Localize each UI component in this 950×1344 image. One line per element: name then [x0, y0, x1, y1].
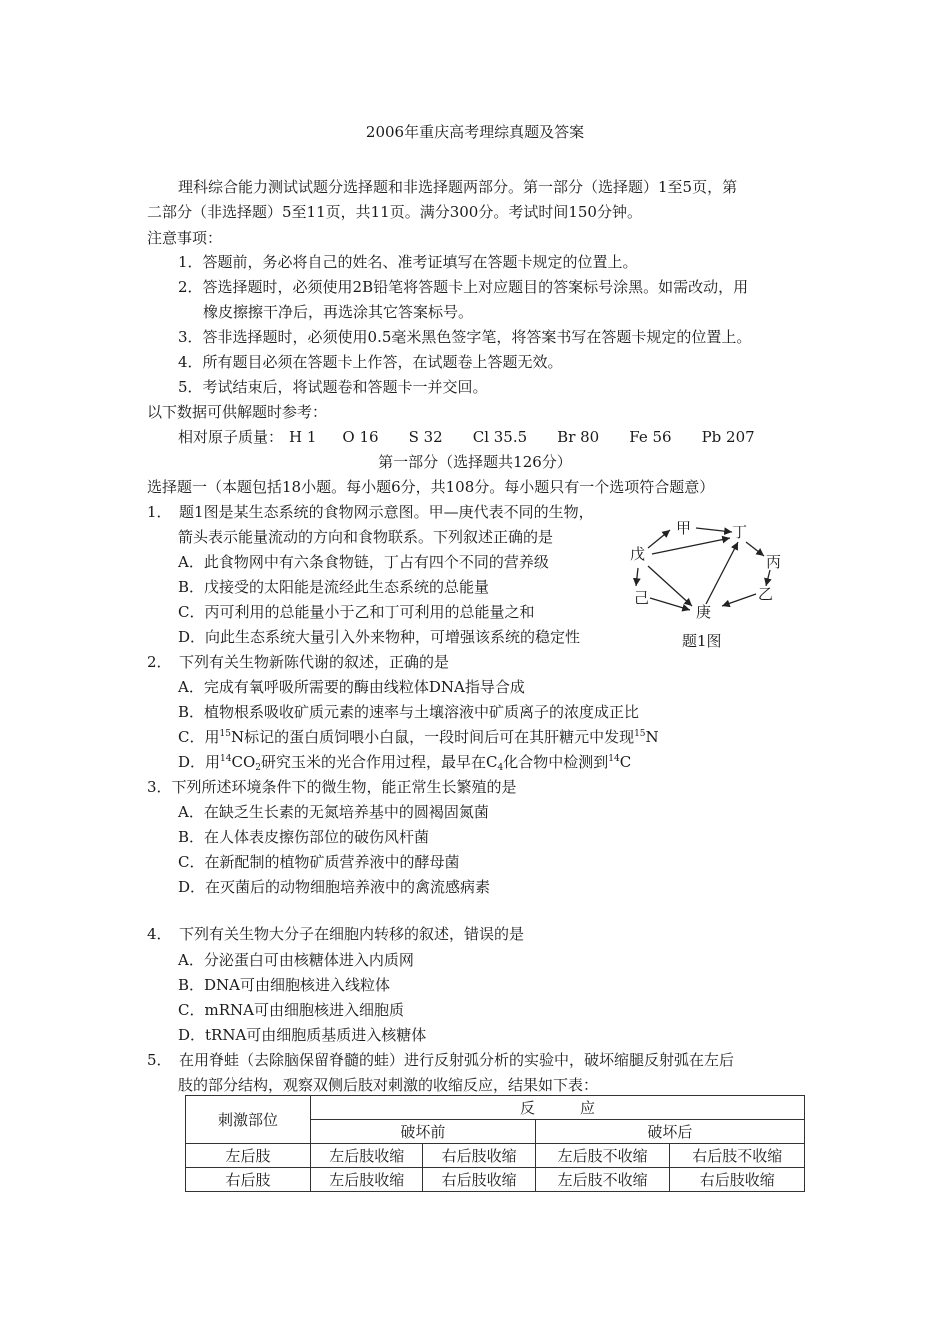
notice-item: 3．答非选择题时，必须使用0.5毫米黑色签字笔，将答案书写在答题卡规定的位置上。: [178, 328, 752, 346]
header-after: 破坏后: [535, 1120, 804, 1144]
edge-wu-ji: [636, 568, 638, 586]
node-bing: 丙: [766, 553, 782, 571]
edge-ding-bing: [746, 542, 764, 556]
table-cell: 右后肢收缩: [423, 1144, 535, 1168]
atomic-mass-item: Fe 56: [629, 428, 672, 446]
q2-option-a: A．完成有氧呼吸所需要的酶由线粒体DNA指导合成: [178, 678, 525, 696]
table-row: [186, 1144, 805, 1168]
atomic-mass-label: 相对原子质量：: [178, 428, 284, 446]
page-title: 2006年重庆高考理综真题及答案: [365, 123, 585, 141]
node-yi: 乙: [758, 585, 774, 603]
reference-heading: 以下数据可供解题时参考：: [147, 403, 328, 421]
atomic-mass-item: Br 80: [557, 428, 600, 446]
atomic-mass-item: O 16: [342, 428, 379, 446]
q4-stem: 4． 下列有关生物大分子在细胞内转移的叙述，错误的是: [147, 925, 525, 943]
q1-stem-1: 1． 题1图是某生态系统的食物网示意图。甲—庚代表不同的生物，: [147, 503, 594, 521]
notice-item: 1．答题前，务必将自己的姓名、准考证填写在答题卡规定的位置上。: [178, 253, 638, 271]
section-intro: 选择题一（本题包括18小题。每小题6分，共108分。每小题只有一个选项符合题意）: [147, 478, 715, 496]
node-wu: 戊: [630, 545, 646, 563]
node-ding: 丁: [732, 523, 748, 541]
reflex-results-table: [185, 1095, 805, 1192]
table-row: [186, 1168, 805, 1192]
q2-d-text: 化合物中检测到: [503, 753, 609, 771]
table-cell: 左后肢收缩: [311, 1144, 423, 1168]
header-response: 反 应: [311, 1096, 805, 1120]
table-cell: 左后肢不收缩: [535, 1168, 670, 1192]
q1-option-b: B．戊接受的太阳能是流经此生态系统的总能量: [178, 578, 490, 596]
edge-wu-jia: [648, 530, 670, 548]
q3-option-c: C．在新配制的植物矿质营养液中的酵母菌: [178, 853, 460, 871]
atomic-mass-item: S 32: [408, 428, 443, 446]
atomic-mass-item: Cl 35.5: [472, 428, 528, 446]
table-cell: 右后肢收缩: [423, 1168, 535, 1192]
q1-stem-2: 箭头表示能量流动的方向和食物联系。下列叙述正确的是: [178, 528, 554, 546]
notice-item: 2．答选择题时，必须使用2B铅笔将答题卡上对应题目的答案标号涂黑。如需改动，用: [178, 278, 749, 296]
q2-c-text: N标记的蛋白质饲喂小白鼠，一段时间后可在其肝糖元中发现: [230, 728, 635, 746]
table-cell: 左后肢不收缩: [535, 1144, 670, 1168]
q2-d-text: 研究玉米的光合作用过程，最早在C: [261, 753, 498, 771]
header-before: 破坏前: [311, 1120, 536, 1144]
q2-c-text: C．用: [178, 728, 220, 746]
q3-option-a: A．在缺乏生长素的无氮培养基中的圆褐固氮菌: [178, 803, 489, 821]
q2-stem: 2． 下列有关生物新陈代谢的叙述，正确的是: [147, 653, 450, 671]
node-ji: 己: [634, 589, 650, 607]
q1-option-a: A．此食物网中有六条食物链，丁占有四个不同的营养级: [178, 553, 549, 571]
q3-option-b: B．在人体表皮擦伤部位的破伤风杆菌: [178, 828, 430, 846]
figure-caption: 题1图: [682, 632, 722, 650]
edge-bing-yi: [766, 570, 770, 586]
q5-stem-2: 肢的部分结构，观察双侧后肢对刺激的收缩反应，结果如下表：: [178, 1076, 599, 1094]
food-web-figure: [626, 512, 791, 652]
atomic-mass-item: H 1: [289, 428, 317, 446]
q2-d-text: CO: [231, 753, 256, 771]
q2-d-text: D．用: [178, 753, 221, 771]
node-jia: 甲: [676, 519, 692, 537]
node-geng: 庚: [696, 603, 712, 621]
notice-heading: 注意事项：: [147, 229, 223, 247]
table-cell: 右后肢收缩: [670, 1168, 805, 1192]
q2-d-sub: 2: [255, 763, 261, 773]
q2-d-text: C: [619, 753, 632, 771]
notice-item-cont: 橡皮擦擦干净后，再选涂其它答案标号。: [203, 303, 474, 321]
edge-ji-geng: [650, 598, 690, 610]
atomic-mass-item: Pb 207: [701, 428, 755, 446]
intro-line-2: 二部分（非选择题）5至11页，共11页。满分300分。考试时间150分钟。: [147, 203, 642, 221]
q4-option-a: A．分泌蛋白可由核糖体进入内质网: [178, 951, 414, 969]
q2-d-sup: 14: [220, 754, 232, 764]
edge-geng-ding: [706, 542, 738, 604]
q2-d-sup: 14: [608, 754, 620, 764]
q4-option-c: C．mRNA可由细胞核进入细胞质: [178, 1001, 404, 1019]
q4-option-d: D．tRNA可由细胞质基质进入核糖体: [178, 1026, 427, 1044]
intro-line-1: 理科综合能力测试试题分选择题和非选择题两部分。第一部分（选择题）1至5页，第: [178, 178, 738, 196]
q2-c-sup: 15: [219, 729, 231, 739]
table-cell: 左后肢收缩: [311, 1168, 423, 1192]
q2-d-sub: 4: [497, 763, 504, 773]
q1-option-c: C．丙可利用的总能量小于乙和丁可利用的总能量之和: [178, 603, 535, 621]
notice-item: 4．所有题目必须在答题卡上作答，在试题卷上答题无效。: [178, 353, 563, 371]
edge-jia-ding: [696, 528, 732, 532]
table-header-row: [186, 1096, 805, 1120]
notice-item: 5．考试结束后，将试题卷和答题卡一并交回。: [178, 378, 488, 396]
edge-wu-ding: [652, 538, 730, 554]
q5-stem-1: 5． 在用脊蛙（去除脑保留脊髓的蛙）进行反射弧分析的实验中，破坏缩腿反射弧在左后: [147, 1051, 735, 1069]
table-cell: 左后肢: [186, 1144, 311, 1168]
q4-option-b: B．DNA可由细胞核进入线粒体: [178, 976, 391, 994]
q2-c-text: N: [645, 728, 659, 746]
table-cell: 右后肢: [186, 1168, 311, 1192]
q2-option-c: [178, 727, 659, 747]
q1-option-d: D．向此生态系统大量引入外来物种，可增强该系统的稳定性: [178, 628, 581, 646]
table-cell: 右后肢不收缩: [670, 1144, 805, 1168]
part1-heading: 第一部分（选择题共126分）: [378, 453, 572, 471]
header-stimulus-site: 刺激部位: [186, 1096, 311, 1144]
q2-option-d: [178, 752, 631, 772]
q3-option-d: D．在灭菌后的动物细胞培养液中的禽流感病素: [178, 878, 491, 896]
edge-yi-geng: [722, 594, 756, 606]
q2-option-b: B．植物根系吸收矿质元素的速率与土壤溶液中矿质离子的浓度成正比: [178, 703, 640, 721]
atomic-mass-line: [178, 427, 755, 447]
q2-c-sup: 15: [634, 729, 646, 739]
q3-stem: 3．下列所述环境条件下的微生物，能正常生长繁殖的是: [147, 778, 517, 796]
